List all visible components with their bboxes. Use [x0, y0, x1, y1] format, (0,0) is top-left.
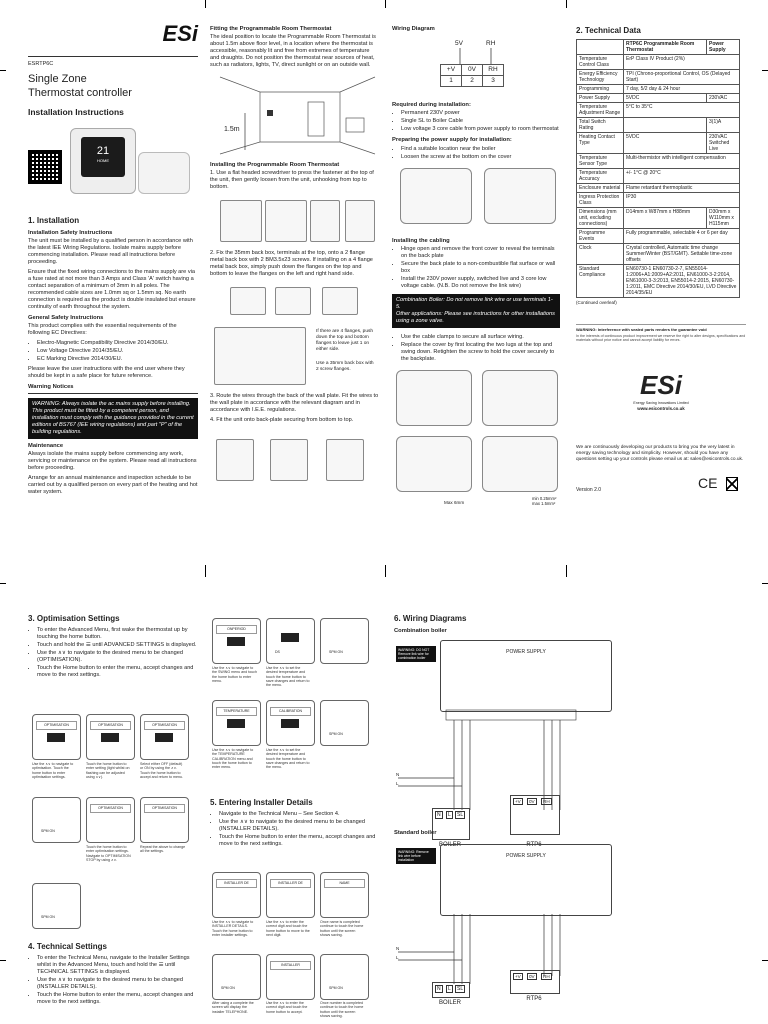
table-cell: Enclosure material [577, 184, 624, 193]
thermostat-device [70, 128, 136, 194]
boiler-label: BOILER [438, 842, 461, 848]
small-warning: WARNING: Interference with sealed parts renders the guarantee void [576, 324, 746, 332]
tech-settings-column [28, 942, 198, 1009]
screen-label: INSTALLER [270, 961, 311, 970]
crop-mark [385, 565, 386, 577]
logo-tagline: Energy Saving Innovations Limited [633, 401, 689, 406]
title-line1: Single Zone [28, 73, 87, 86]
table-cell: EN60730-1 EN60730-2-7, EN55014-1:2006+A1:2009+A2:2011, EN61000-3-2:2014, EN61000-3-3:2013, EN55014-2:2015, EN60730-1:2011, EMC Directive 2014/30/EU, LVD Directive 2014/35/EU [624, 265, 740, 298]
product-image [28, 124, 198, 210]
label-5v: 5V [455, 40, 463, 48]
list-item: • Electro-Magnetic Compatibility Directive 2014/30/EU. [37, 340, 198, 347]
min-label: min 0.25mm² max 1.5mm² [532, 495, 557, 506]
terminal-label: SL [457, 986, 464, 992]
screen-caption: Use the ∧∨ to navigate to optimisation. Touch the home button to enter optimisation settings. [32, 762, 74, 779]
maintenance-heading: Maintenance [28, 442, 64, 449]
crop-mark [205, 565, 206, 577]
installer-heading: 5. Entering Installer Details [210, 798, 313, 807]
crop-mark [385, 0, 386, 8]
wiring-diagrams-section [394, 614, 754, 636]
installation-column [28, 20, 198, 499]
screen-caption: Touch the home button to enter setting (light whilst on flashing can be adjusted using ∧∨). [86, 762, 130, 779]
table-cell: Dimensions (mm unit, excluding connections) [577, 208, 624, 229]
screen-label: SPM ON [329, 732, 343, 736]
combi-warning-label: WARNING: DO NOT Remove link wire for combination boiler [396, 646, 436, 662]
table-row [577, 103, 740, 118]
screen-caption: Use the ∧∨ to navigate to the SWING menu and touch the home button to enter menu. [212, 666, 257, 683]
terminal-label: 0V [529, 799, 535, 804]
table-row [577, 208, 740, 229]
terminal-label: +V [515, 974, 521, 979]
power-supply-unit [138, 152, 190, 194]
table-header-row [577, 40, 740, 55]
table-cell: Energy Efficiency Technology [577, 70, 624, 85]
screen-display [320, 872, 369, 918]
table-cell: Standard Compliance [577, 265, 624, 298]
screen-caption: Select either OFF (default) or ON by using the ∧∨. Touch the home button to accept and return to menu. [140, 762, 183, 779]
terminal-label: +V [515, 799, 521, 804]
terminal-label: N [437, 812, 441, 818]
screen-caption: Once name is completed continue to touch the home button until the screen shows saving. [320, 920, 364, 937]
wiring-column [392, 26, 560, 516]
table-cell: Temperature Accuracy [577, 169, 624, 184]
rtp6-terminal-box-2 [510, 970, 560, 994]
small-print: In the interests of continuous product improvement we reserve the right to alter designs, specifications and materials without prior notice and cannot accept liability for errors. [576, 333, 746, 343]
screen-label: SPM ON [329, 650, 343, 654]
installing-heading: Installing the Programmable Room Thermostat [210, 162, 340, 169]
table-cell: 5VDC [624, 133, 707, 154]
warning-heading: Warning Notices [28, 384, 198, 394]
room-illustration [210, 72, 380, 158]
terminal-label: N [437, 986, 441, 992]
general-heading: General Safety Instructions [28, 314, 104, 321]
list-item: • Use the cable clamps to secure all surface wiring. [401, 334, 560, 341]
weee-bin-icon [726, 477, 738, 491]
terminal-label: 0V [529, 974, 535, 979]
step-1-illustration [210, 194, 380, 250]
screen-label: SPM ON [221, 986, 235, 990]
fitting-intro: The ideal position to locate the Programmable Room Thermostat is about 1.5m above floor level, in a location where the thermostat is accessible, reasonably lit and free from extremes of temperature and draughts. Do not position the thermostat near sources of heat, such as radiators, lights, TV, direct sunlight or on an outside wall. [210, 34, 376, 69]
version: Version 2.0 [576, 487, 602, 494]
table-cell: 230VAC [707, 94, 740, 103]
technical-heading: 2. Technical Data [576, 26, 641, 35]
website: www.esicontrols.co.uk [637, 405, 685, 411]
list-item: • Use the ∧∨ to navigate to the desired menu to be changed (OPTIMISATION). [37, 650, 198, 664]
esi-logo-large: ESi [640, 369, 682, 400]
list-item: • To enter the Advanced Menu, first wake the thermostat up by touching the home button. [37, 627, 198, 641]
terminal-table [440, 64, 504, 87]
step-4: 4. Fit the unit onto back-plate securing from bottom to top. [210, 417, 354, 424]
flanges-note: If there are 4 flanges, push down the top and bottom flanges to leave just 1 on either side. [316, 329, 374, 353]
table-cell: Power Supply [577, 94, 624, 103]
table-row [577, 118, 740, 133]
terminal-label: SL [457, 812, 464, 818]
power-supply-illustration [392, 164, 560, 234]
crop-mark [0, 583, 6, 584]
terminal-label: RH [483, 65, 504, 76]
table-cell: Fully programmable, selectable 4 or 6 per day [624, 229, 740, 244]
screen-display [266, 872, 315, 918]
screen-label: CALIBRATION [270, 707, 311, 716]
screen-label: OPTIMISATION [144, 721, 185, 730]
contact-paragraph: We are continuously developing our products to bring you the very latest in energy saving technology and simplicity. However, should you have any questions setting up your controls please email us at: sales@esicontrols.co.uk. [576, 445, 744, 463]
qr-code-icon [28, 150, 62, 184]
installer-column [210, 798, 380, 851]
installer-list [210, 811, 380, 848]
screen-display [86, 714, 135, 760]
wiring-diagrams-heading: 6. Wiring Diagrams [394, 614, 467, 623]
screen-caption: Use the ∧∨ to set the desired temperature and touch the home button to save changes and return to the menu. [266, 666, 310, 688]
crop-mark [566, 0, 567, 8]
table-row [577, 244, 740, 265]
ce-mark: CE [698, 475, 718, 492]
screen-label: OPTIMISATION [144, 804, 185, 813]
table-cell: Temperature Control Class [577, 55, 624, 70]
boiler-label-2: BOILER [438, 1000, 461, 1006]
screen-caption: After using a complete the screen will display the installer TELEPHONE. [212, 1001, 254, 1014]
esi-logo: ESi [162, 21, 198, 46]
standard-warning-label: WARNING: Remove link wire before installation [396, 848, 436, 864]
list-item: • Secure the back plate to a non-combustible flat surface or wall box [401, 261, 560, 275]
continued-note: (Continued overleaf) [576, 300, 617, 305]
mains-n-label: N [396, 772, 400, 777]
optimisation-heading: 3. Optimisation Settings [28, 614, 120, 623]
rtp6-label: RTP6 [526, 842, 542, 848]
footer-row [576, 475, 746, 497]
required-heading: Required during installation: [392, 102, 471, 109]
table-cell: Programming [577, 85, 624, 94]
boiler-terminal-box [432, 808, 470, 840]
screen-display [86, 797, 135, 843]
table-cell: Flame retardant thermoplastic [624, 184, 740, 193]
screen-display [32, 714, 81, 760]
prep-list [392, 146, 560, 161]
screen-label: INSTALLER DE [216, 879, 257, 888]
list-item: • Permanent 230V power [401, 110, 560, 117]
screen-display [320, 618, 369, 664]
required-list [392, 110, 560, 133]
boiler-terminal-box-2 [432, 982, 470, 998]
safety-paragraph: The unit must be installed by a qualified person in accordance with the latest IEE Wiring Regulations. Isolate mains supply before commencing installation. Please read all instructions before proceeding. [28, 237, 193, 265]
screen-caption: Once number is completed continue to touch the home button until the screen shows saving. [320, 1001, 364, 1018]
list-item: • EC Marking Directive 2014/30/EU. [37, 356, 198, 363]
list-item: • Touch the Home button to enter the menu, accept changes and move to the next settings. [37, 665, 198, 679]
table-cell: 3(1)A [707, 118, 740, 133]
power-supply-label: POWER SUPPLY [506, 853, 546, 859]
list-item: • Replace the cover by first locating the two lugs at the top and swing down. Retighten the screw to hold the cover securely to the backplate. [401, 342, 560, 363]
screen-display [266, 954, 315, 1000]
screen-label: DS [275, 650, 280, 654]
device-label: HOME [97, 158, 109, 164]
cover-illustration [392, 366, 560, 516]
screen-label: SPM ON [41, 915, 55, 919]
screen-label: SPM ON [329, 986, 343, 990]
list-item: • Navigate to the Technical Menu – See Section 4. [219, 811, 380, 818]
device-time: 21 [96, 144, 110, 157]
power-supply-label: POWER SUPPLY [506, 649, 546, 655]
cabling-list [392, 246, 560, 290]
model-code: ESRTP6C [28, 60, 54, 67]
esi-logo-block [576, 369, 746, 411]
warning-box: WARNING: Always isolate the ac mains supply before installing. This product must be fitted by a competent person, and installation must comply with the guidance provided in the current editions of BS767 (IEE wiring regulations) and part "P" of the building regulations. [28, 398, 198, 439]
table-cell: TPI (Chrono-proportional Control, OS (Delayed Start) [624, 70, 740, 85]
screen-display [32, 797, 81, 843]
list-item: • Use the ∧∨ to navigate to the desired menu to be changed (INSTALLER DETAILS). [37, 977, 198, 991]
table-cell: 5VDC [624, 94, 707, 103]
screen-display [140, 797, 189, 843]
table-cell: 7 day, 5/2 day & 24 hour [624, 85, 740, 94]
combi-heading: Combination boiler [394, 628, 447, 634]
rtp6-terminal-box [510, 795, 560, 835]
label-rh: RH [486, 40, 496, 48]
table-row [577, 169, 740, 184]
step-2: 2. Fix the 35mm back box, terminals at the top, onto a 2 flange metal back box with 2 BM3.5x23 screws. If installing on a 4 flange metal back box, simply push down the flanges on the top and bottom to leave the flanges on the left and right hand side. [210, 250, 373, 278]
screen-caption: Use the ∧∨ to navigate to INSTALLER DETAILS. Touch the home button to enter installer settings. [212, 920, 254, 937]
table-cell: Temperature Adjustment Range [577, 103, 624, 118]
table-cell [624, 118, 707, 133]
after-list [392, 334, 560, 363]
table-row [577, 85, 740, 94]
screen-display [212, 954, 261, 1000]
terminal-label: L [448, 812, 451, 818]
table-cell: 230VAC Switched Live [707, 133, 740, 154]
title-line2: Thermostat controller [28, 87, 132, 100]
safety-paragraph-2: Ensure that the fixed wiring connections to the mains supply are via a fuse rated at not more than 3 Amps and Class 'A' switch having a contact separation of a minimum of 3mm in all poles. The recommended cable sizes are 1.0mm sq or 1.5mm sq. No earth connection is required as the product is double insulated but ensure continuity of earth throughout the system. [28, 268, 196, 310]
screen-display [320, 700, 369, 746]
backbox-note: Use a 35mm back box with 2 screw flanges. [316, 361, 374, 373]
crop-mark [0, 70, 6, 71]
subtitle: Installation Instructions [28, 106, 124, 117]
table-cell: Crystal controlled, Automatic time change Summer/Winter (BST/GMT). Settable time-zone offsets [624, 244, 740, 265]
list-item: • To enter the Technical Menu, navigate to the Installer Settings whilst in the Advanced Menu, touch and hold the ☰ until TECHNICAL SETTINGS is displayed. [37, 955, 198, 976]
other-note-text: Other applications: Please see instructions for other installations using a zone valve. [396, 310, 555, 324]
terminal-label: +V [441, 65, 462, 76]
screen-caption: Use the ∧∨ to enter the correct digit and touch the home button to move to the next digit. [266, 920, 310, 937]
table-cell [577, 40, 624, 55]
max-label: Max 6mm [444, 499, 465, 505]
terminal-label: 0V [462, 65, 483, 76]
table-row [577, 154, 740, 169]
screen-display [266, 618, 315, 664]
list-item: • Find a suitable location near the boiler [401, 146, 560, 153]
prep-heading: Preparing the power supply for installation: [392, 137, 512, 144]
screen-display [32, 883, 81, 929]
screen-label: INSTALLER DE [270, 879, 311, 888]
table-cell: D30mm x W110mm x H115mm [707, 208, 740, 229]
height-label: 1.5m [224, 126, 240, 134]
crop-mark [0, 960, 6, 961]
table-cell: +/- 1°C @ 20°C [624, 169, 740, 184]
fitting-column [210, 26, 380, 497]
optimisation-column [28, 614, 198, 682]
crop-mark [762, 70, 768, 71]
screen-caption: Use the ∧∨ to set the desired temperature and touch the home button to save changes and return to the menu. [266, 748, 310, 770]
wiring-heading: Wiring Diagram [392, 26, 435, 32]
crop-mark [762, 960, 768, 961]
crop-mark [762, 583, 768, 584]
rtp6-label-2: RTP6 [526, 996, 542, 1002]
terminal-number: 1 [441, 76, 462, 87]
terminal-number: 2 [462, 76, 483, 87]
table-row [577, 94, 740, 103]
screen-display [266, 700, 315, 746]
mains-n-label: N [396, 946, 400, 951]
maintenance-paragraph-2: Arrange for an annual maintenance and inspection schedule to be carried out by a qualified person on every part of the heating and hot water system. [28, 475, 198, 496]
list-item: • Hinge open and remove the front cover to reveal the terminals on the back plate [401, 246, 560, 260]
installation-heading: 1. Installation [28, 215, 80, 225]
screen-label: OPTIMISATION [36, 721, 77, 730]
screen-label: ONPERIOD [216, 625, 257, 634]
step-2-illustration [210, 281, 380, 393]
step-4-illustration [210, 427, 380, 497]
screen-caption: Use the ∧∨ to enter the correct digit and touch the home button to accept. [266, 1001, 308, 1014]
table-row [577, 55, 740, 70]
screen-display [212, 700, 261, 746]
terminal-label: RH [543, 974, 550, 979]
screen-caption: Use the ∧∨ to navigate to the TEMPERATURE CALIBRATION menu and touch the home button to enter menu. [212, 748, 254, 770]
safety-heading: Installation Safety Instructions [28, 229, 113, 236]
screen-display [212, 618, 261, 664]
list-item: • Touch the Home button to enter the menu, accept changes and move to the next settings. [219, 834, 380, 848]
list-item: • Single SL to Boiler Cable [401, 118, 560, 125]
table-row [577, 193, 740, 208]
crop-mark [566, 565, 567, 577]
technical-column [576, 26, 746, 497]
table-cell: IP30 [624, 193, 740, 208]
screen-display [320, 954, 369, 1000]
list-item: • Touch and hold the ☰ until ADVANCED SETTINGS is displayed. [37, 642, 198, 649]
optimisation-list [28, 627, 198, 679]
list-item: • Use the ∧∨ to navigate to the desired menu to be changed (INSTALLER DETAILS). [219, 819, 380, 833]
terminal-number: 3 [483, 76, 504, 87]
maintenance-paragraph: Always isolate the mains supply before commencing any work, servicing or maintenance on the system. Please read all instructions before proceeding. [28, 451, 197, 472]
tech-settings-list [28, 955, 198, 1006]
table-cell: Heating Contact Type [577, 133, 624, 154]
directive-list [28, 340, 198, 363]
terminal-label: L [448, 986, 451, 992]
cabling-heading: Installing the cabling [392, 237, 450, 244]
table-cell: Power Supply [707, 40, 740, 55]
screen-label: SPM ON [41, 829, 55, 833]
tech-settings-heading: 4. Technical Settings [28, 942, 107, 951]
step-3: 3. Route the wires through the back of the wall plate. Fit the wires to the wall plate in accordance with the relevant diagram and in accordance with I.E.E. regulations. [210, 393, 379, 414]
wiring-diagram [392, 34, 560, 92]
table-cell: Multi-thermistor with intelligent compensation [624, 154, 740, 169]
list-item: • Low Voltage Directive 2014/35/EU. [37, 348, 198, 355]
list-item: • Touch the Home button to enter the menu, accept changes and move to the next settings. [37, 992, 198, 1006]
technical-table [576, 39, 740, 298]
fitting-heading: Fitting the Programmable Room Thermostat [210, 26, 332, 32]
mains-l-label: L [396, 955, 399, 960]
table-cell: RTP6C Programmable Room Thermostat [624, 40, 707, 55]
screen-display [140, 714, 189, 760]
standard-heading: Standard boiler [394, 830, 437, 836]
table-cell: Ingress Protection Class [577, 193, 624, 208]
table-cell: Programme Events [577, 229, 624, 244]
list-item: • Loosen the screw at the bottom on the cover [401, 154, 560, 161]
table-row [577, 184, 740, 193]
table-row [577, 70, 740, 85]
table-cell: Clock [577, 244, 624, 265]
list-item: • Install the 230V power supply, switched live and 3 core low voltage cable. (N.B. Do not remove the link wire) [401, 276, 560, 290]
table-cell: 5°C to 35°C [624, 103, 740, 118]
combi-note [392, 294, 560, 328]
combi-note-text: Combination Boiler: Do not remove link wire or use terminals 1-5. [396, 296, 553, 310]
mains-l-label: L [396, 781, 399, 786]
table-cell: Total Switch Rating [577, 118, 624, 133]
screen-label: OPTIMISATION [90, 721, 131, 730]
table-row [577, 229, 740, 244]
table-cell: ErP Class IV Product (2%) [624, 55, 740, 70]
screen-label: TEMPERATURE [216, 707, 257, 716]
table-cell: D14mm x W87mm x H88mm [624, 208, 707, 229]
screen-label: NAME [324, 879, 365, 888]
list-item: • Low voltage 3 core cable from power supply to room thermostat [401, 126, 560, 133]
table-cell: Temperature Sensor Type [577, 154, 624, 169]
terminal-label: RH [543, 799, 550, 804]
screen-caption: Repeat the above to change all the settings. [140, 845, 186, 854]
step-1: 1. Use a flat headed screwdriver to press the fastener at the top of the unit, then gently loosen from the unit, unhooking from top to bottom. [210, 170, 374, 191]
table-row [577, 133, 740, 154]
table-row [577, 265, 740, 298]
general-paragraph: This product complies with the essential requirements of the following EC Directives: [28, 322, 177, 336]
screen-display [212, 872, 261, 918]
screen-label: OPTIMISATION [90, 804, 131, 813]
screen-caption: Touch the home button to enter optimisation settings. Navigate to OPTIMISATION STOP by using ∧∨. [86, 845, 131, 862]
keep-paragraph: Please leave the user instructions with the end user where they should be kept in a safe place for future reference. [28, 365, 185, 379]
crop-mark [205, 0, 206, 8]
